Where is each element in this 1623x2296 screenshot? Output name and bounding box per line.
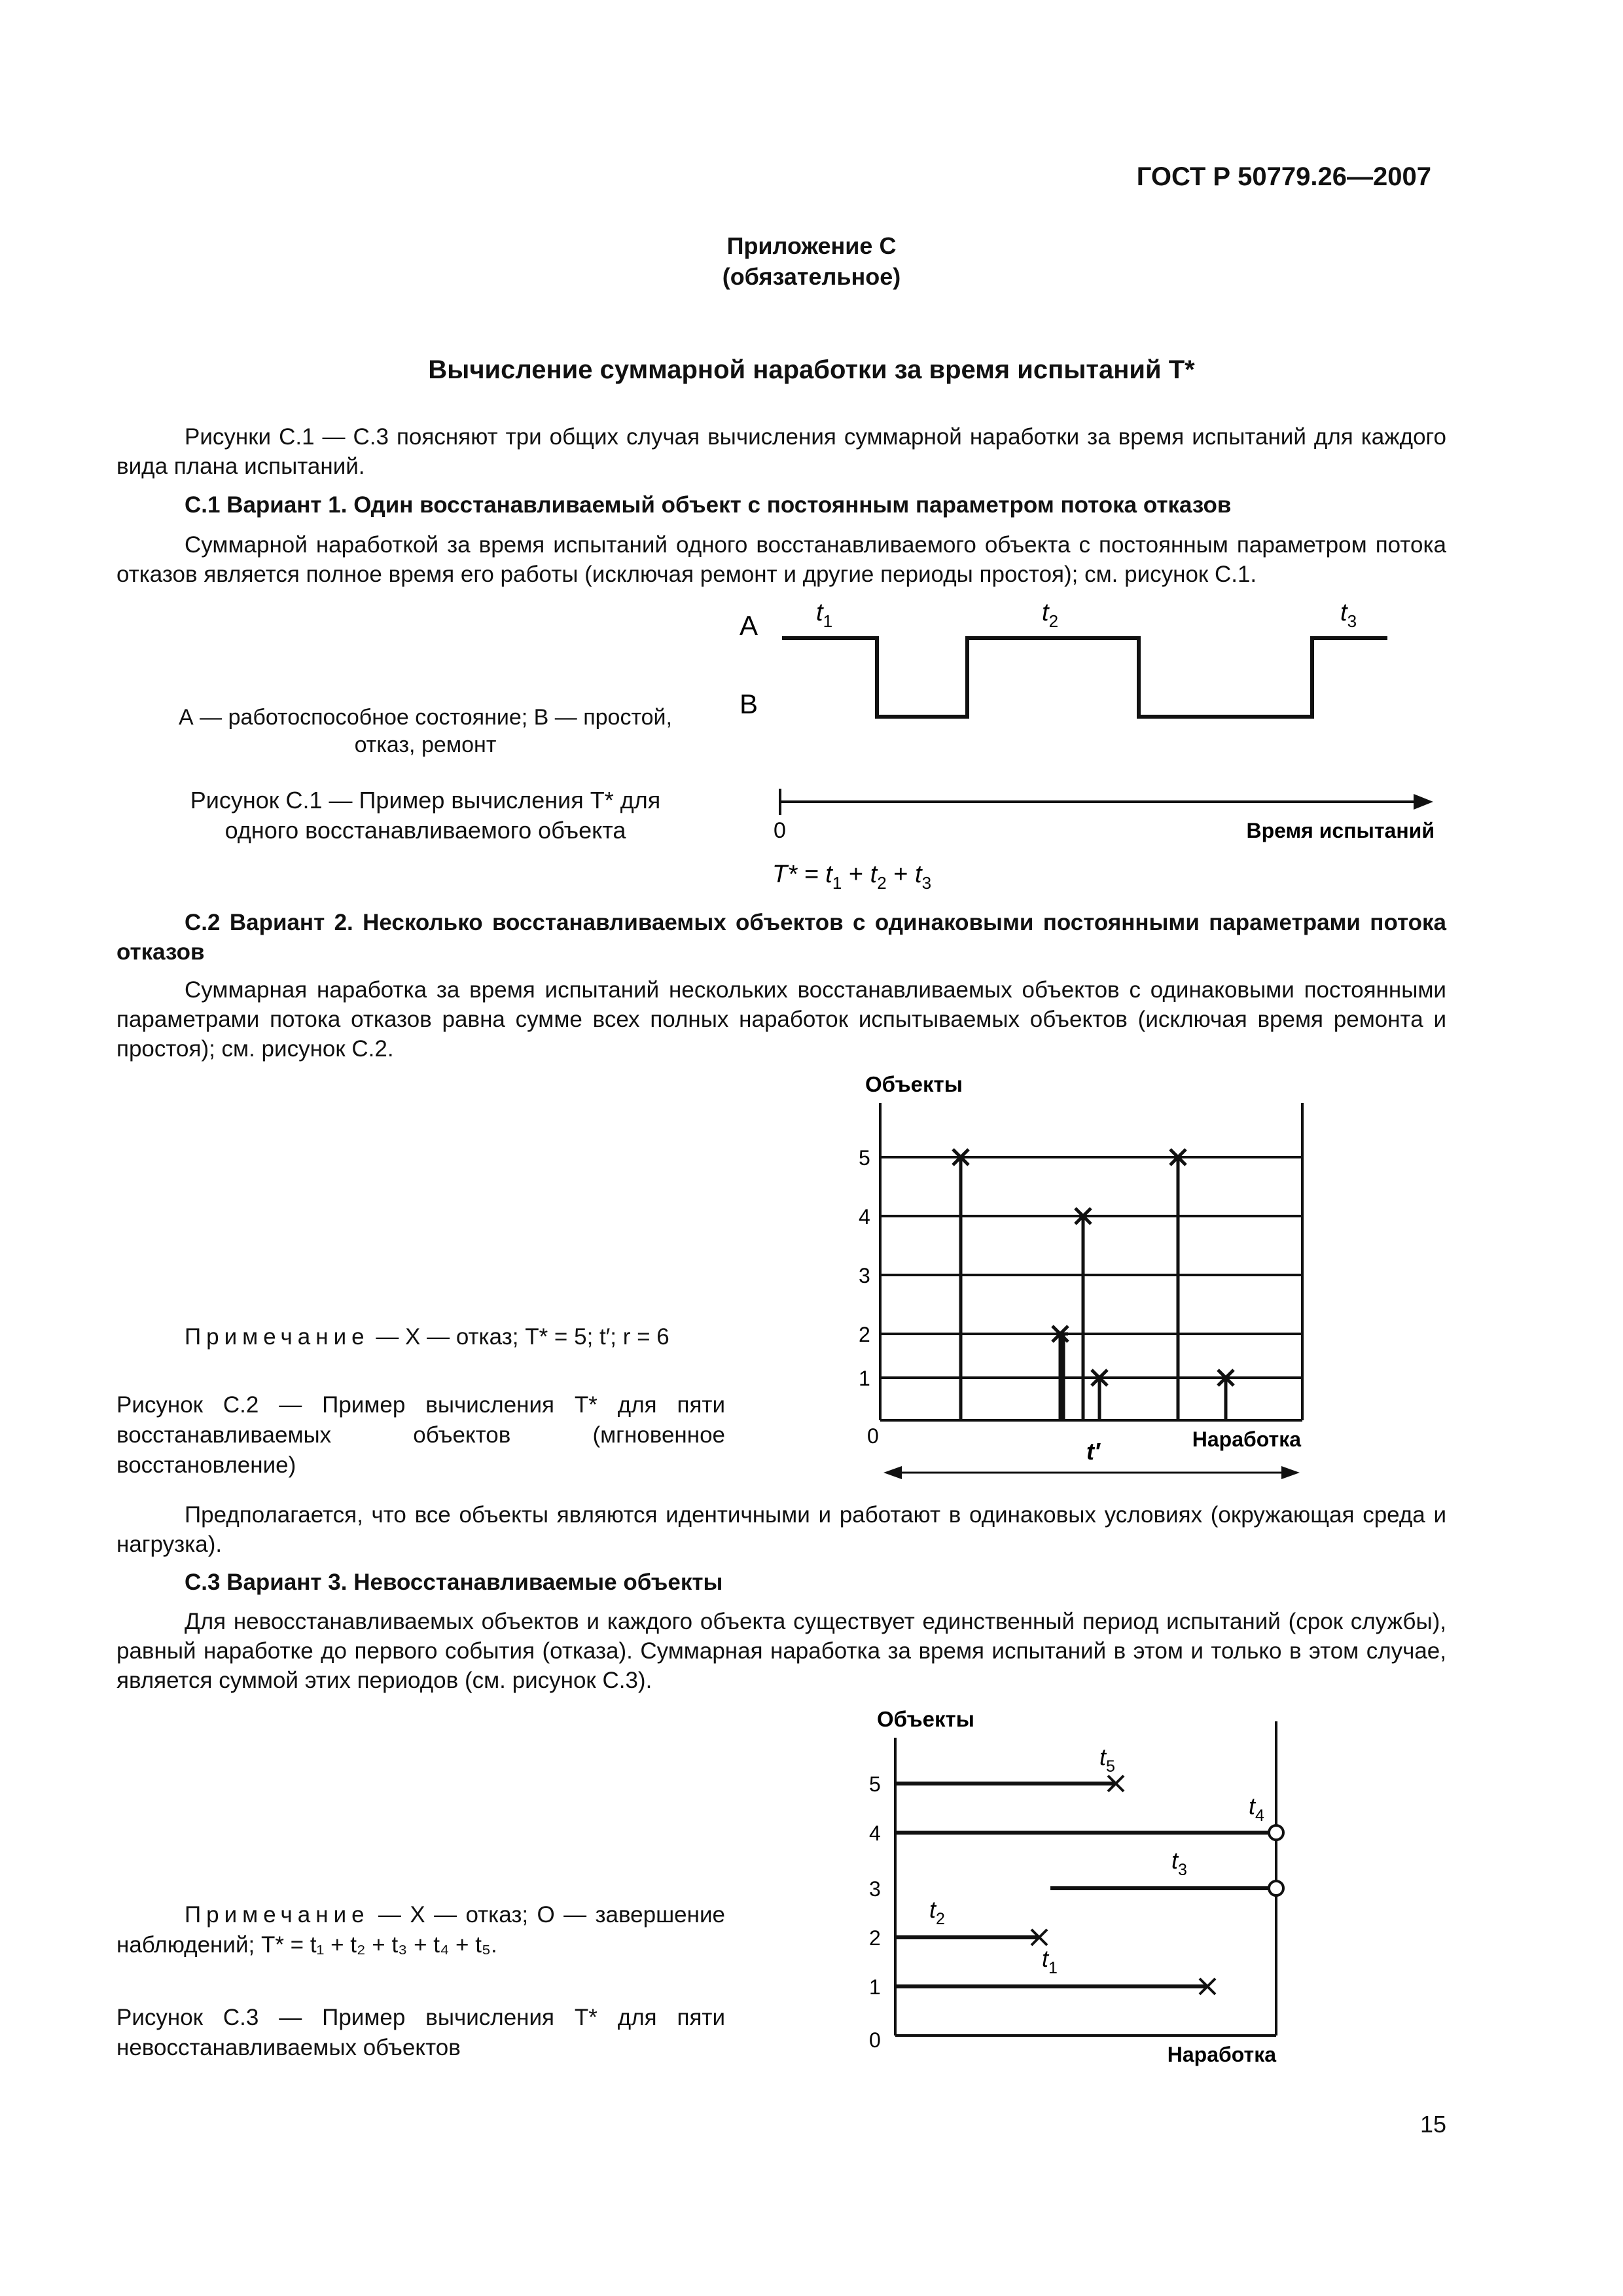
c2-span-arrow-left <box>883 1466 902 1479</box>
c2-tick-5: 5 <box>859 1146 870 1170</box>
figure-c2-caption: Рисунок С.2 — Пример вычисления T* для пяти восстанавливаемых объектов (мгновенное восстановление) <box>116 1392 725 1478</box>
section-c1-heading: С.1 Вариант 1. Один восстанавливаемый объект с постоянным параметром потока отказов <box>185 492 1232 518</box>
section-c2-after: Предполагается, что все объекты являются идентичными и работают в одинаковых условиях (окружающая среда и нагрузка). <box>116 1502 1446 1557</box>
c2-tprime: t′ <box>1086 1438 1100 1465</box>
c3-label-t2: $t_2$ <box>929 1896 945 1928</box>
c3-label-t5: $t_5$ <box>1099 1744 1115 1776</box>
section-c2-heading: С.2 Вариант 2. Несколько восстанавливаемых объектов с одинаковыми постоянными параметрами потока отказов <box>116 910 1446 965</box>
figure-c2-diagram <box>831 1067 1329 1486</box>
section-c2-text: Суммарная наработка за время испытаний нескольких восстанавливаемых объектов с одинаковыми постоянными параметрами потока отказов равна сумме всех полных наработок испытываемых объектов (исключая время ремонта и простоя); см. рисунок С.2. <box>116 977 1446 1062</box>
note-label: Примечание <box>185 1324 370 1350</box>
c2-tick-4: 4 <box>859 1205 870 1229</box>
c2-xlabel: Наработка <box>1192 1427 1301 1451</box>
time-axis-label: Время испытаний <box>1246 819 1435 842</box>
note-text-c3: — Х — отказ; О — завершение наблюдений; T* = t₁ + t₂ + t₃ + t₄ + t₅. <box>116 1902 725 1958</box>
c3-tick-5: 5 <box>869 1772 881 1796</box>
note-text: — Х — отказ; T* = 5; t′; r = 6 <box>369 1324 669 1350</box>
c3-xlabel: Наработка <box>1167 2043 1276 2066</box>
time-axis-zero: 0 <box>774 818 786 843</box>
time-axis-arrow <box>1414 794 1433 810</box>
figure-c1-caption: Рисунок С.1 — Пример вычисления T* для одного восстанавливаемого объекта <box>190 787 661 844</box>
c3-ylabel: Объекты <box>877 1707 974 1731</box>
t1-label: $t_1$ <box>816 599 833 631</box>
c3-o-4 <box>1269 1825 1283 1840</box>
c2-failures <box>953 1149 1234 1420</box>
figure-c1-legend: А — работоспособное состояние; В — простой, отказ, ремонт <box>179 705 672 757</box>
figure-c2-note <box>185 1323 721 1351</box>
section-c3-heading: С.3 Вариант 3. Невосстанавливаемые объекты <box>185 1570 723 1595</box>
section-c3-text: Для невосстанавливаемых объектов и каждого объекта существует единственный период испытаний (срок службы), равный наработке до первого события (отказа). Суммарная наработка за время испытаний в этом и только в этом случае, является суммой этих периодов (см. рисунок С.3). <box>116 1609 1446 1693</box>
appendix-title: Приложение С <box>726 232 897 259</box>
page-title: Вычисление суммарной наработки за время испытаний T* <box>428 355 1195 384</box>
c3-zero: 0 <box>869 2028 881 2052</box>
figure-c1-diagram <box>720 589 1453 903</box>
figure-c3-note <box>116 1900 725 1960</box>
c3-label-t3: $t_3$ <box>1171 1847 1187 1879</box>
c3-label-t1: $t_1$ <box>1042 1945 1058 1977</box>
c3-tick-2: 2 <box>869 1926 881 1950</box>
figure-c3-caption: Рисунок С.3 — Пример вычисления T* для пяти невосстанавливаемых объектов <box>116 2005 725 2060</box>
c3-tick-1: 1 <box>869 1975 881 1999</box>
c2-zero: 0 <box>867 1424 879 1448</box>
c2-ylabel: Объекты <box>865 1072 963 1096</box>
page-number: 15 <box>1419 2111 1446 2138</box>
state-a-label: А <box>740 610 758 641</box>
c3-tick-3: 3 <box>869 1877 881 1901</box>
c2-tick-3: 3 <box>859 1264 870 1287</box>
intro-paragraph: Рисунки С.1 — С.3 поясняют три общих случая вычисления суммарной наработки за время испытаний для каждого вида плана испытаний. <box>116 424 1446 479</box>
section-c1-text: Суммарной наработкой за время испытаний одного восстанавливаемого объекта с постоянным параметром потока отказов является полное время его работы (исключая ремонт и другие периоды простоя); см. рисунок С.1. <box>116 532 1446 587</box>
c2-span-arrow-right <box>1281 1466 1300 1479</box>
t2-label: $t_2$ <box>1042 599 1059 631</box>
c3-o-3 <box>1269 1881 1283 1895</box>
c3-label-t4: $t_4$ <box>1249 1793 1264 1825</box>
state-timeline <box>782 638 1387 717</box>
t3-label: $t_3$ <box>1340 599 1357 631</box>
c2-tick-1: 1 <box>859 1367 870 1390</box>
state-b-label: В <box>740 689 758 719</box>
note-label-c3: Примечание <box>185 1902 370 1928</box>
appendix-status: (обязательное) <box>722 263 901 290</box>
formula-c1: $T* = t_1 + t_2 + t_3$ <box>772 861 932 893</box>
figure-c3-diagram <box>851 1702 1309 2068</box>
c3-tick-4: 4 <box>869 1821 881 1845</box>
c2-tick-2: 2 <box>859 1323 870 1346</box>
standard-number: ГОСТ Р 50779.26—2007 <box>1136 162 1431 191</box>
